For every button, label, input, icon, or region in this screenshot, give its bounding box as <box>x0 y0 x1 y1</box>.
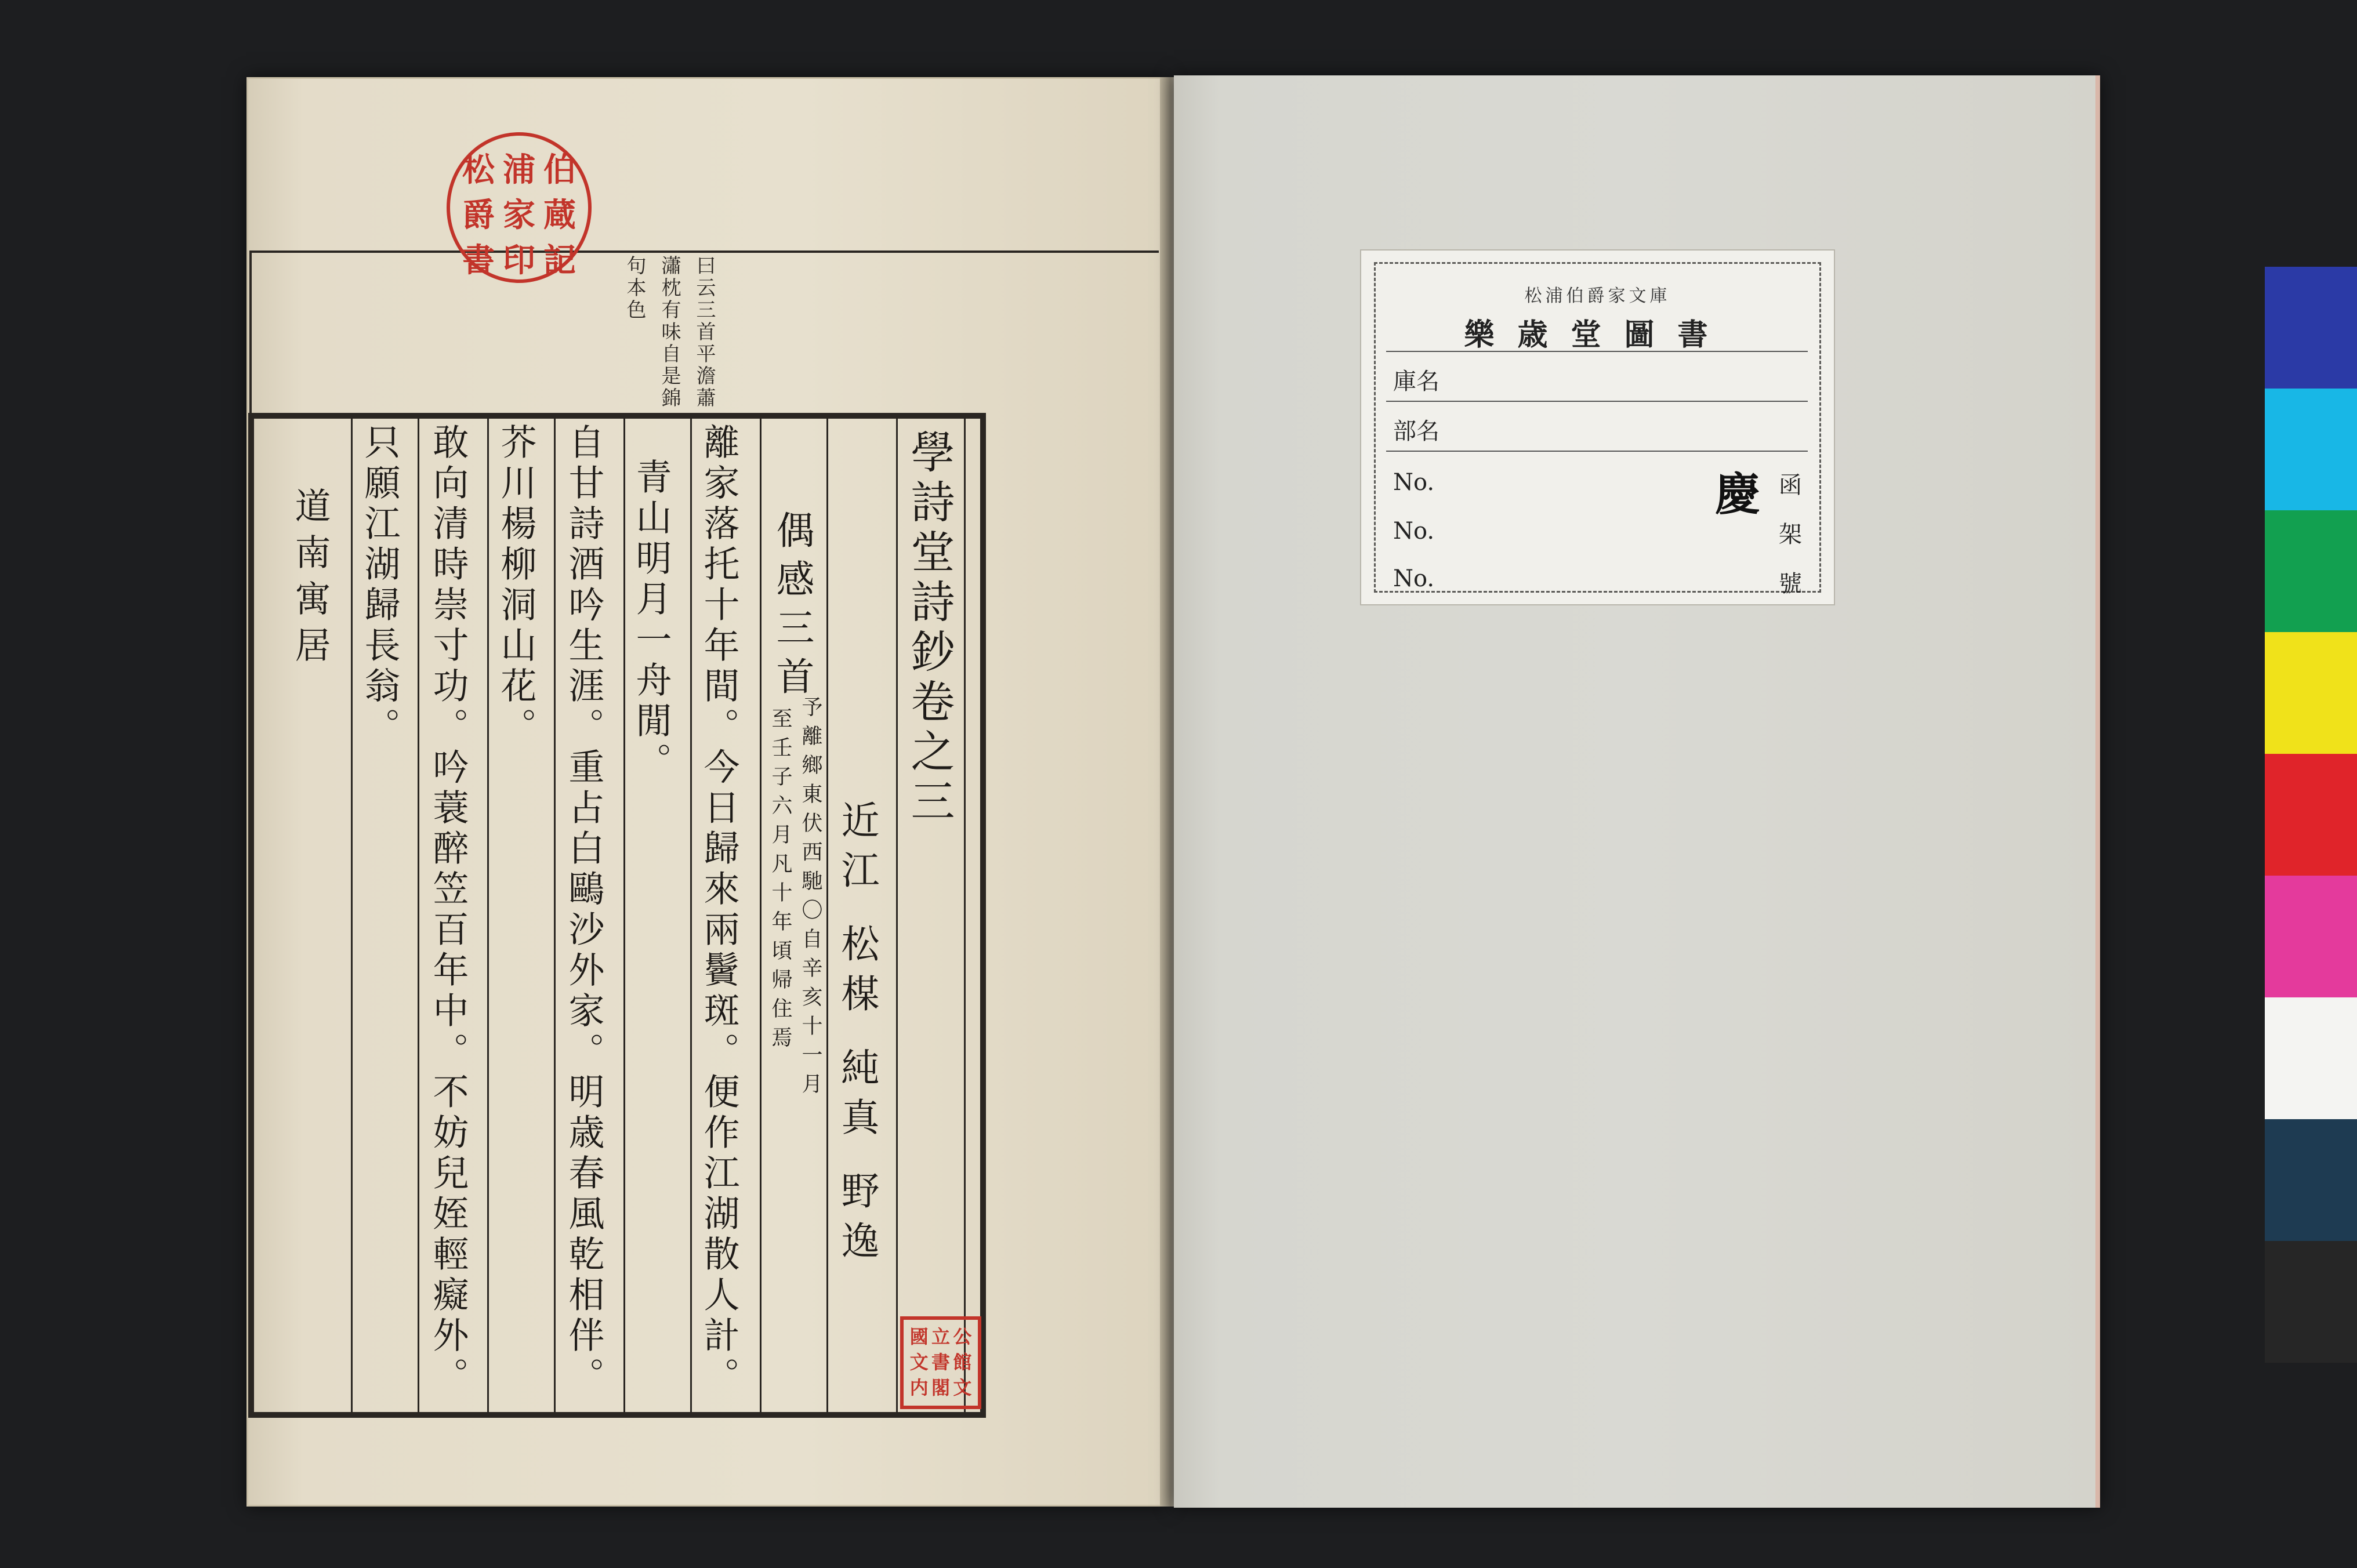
label-row-no-2: No. <box>1393 518 1435 545</box>
column-divider <box>760 413 762 1418</box>
label-organization: 松浦伯爵家文庫 <box>1524 286 1671 306</box>
label-row-kumei: 庫名 <box>1386 351 1808 402</box>
color-swatch <box>2265 997 2357 1119</box>
color-swatch <box>2265 632 2357 754</box>
library-label <box>1360 249 1835 605</box>
archive-seal-stamp: 國 立 公 文 書 館 内 閣 文 <box>900 1316 981 1409</box>
color-swatch <box>2265 1119 2357 1241</box>
poem-line: 只願江湖歸長翁。 <box>358 423 401 748</box>
poem-note: 予離鄉東伏西馳〇自辛亥十一月 <box>799 696 822 1102</box>
label-row-bumei: 部名 <box>1386 401 1808 452</box>
poem-line: 芥川楊柳洞山花。 <box>495 423 537 748</box>
color-swatch <box>2265 754 2357 876</box>
label-border <box>1374 262 1821 597</box>
poem-line: 青山明月一舟閒。 <box>630 458 672 783</box>
author-line: 近江 松楳 純真 野逸 <box>835 800 879 1271</box>
color-swatch <box>2265 389 2357 510</box>
label-mark-go: 號 <box>1779 571 1802 597</box>
headnote-3: 句本色 <box>623 255 646 321</box>
poem-note: 至壬子六月凡十年頃帰住焉 <box>768 707 792 1055</box>
color-swatch <box>2265 876 2357 997</box>
header-rule-left <box>249 251 252 413</box>
column-divider <box>554 413 556 1418</box>
column-divider <box>487 413 489 1418</box>
label-mark-ka: 架 <box>1779 521 1802 548</box>
label-mark-kan: 函 <box>1779 472 1802 499</box>
poem-title: 偶感三首 <box>770 510 814 705</box>
poem-line: 離家落托十年間。今日歸來兩鬢斑。便作江湖散人計。 <box>698 423 740 1398</box>
column-divider <box>964 413 966 1418</box>
label-title: 樂歳堂圖書 <box>1464 317 1731 353</box>
place-line: 道南寓居 <box>289 487 331 673</box>
label-row-no-3: No. <box>1393 565 1435 592</box>
headnote-1: 曰云三首平澹蕭 <box>692 255 716 409</box>
poem-line: 自甘詩酒吟生涯。重占白鷗沙外家。明歳春風乾相伴。 <box>563 423 605 1398</box>
column-divider <box>690 413 692 1418</box>
poem-line: 敢向清時崇寸功。吟蓑醉笠百年中。不妨兒姪輕癡外。 <box>427 423 469 1398</box>
book-title: 學詩堂詩鈔卷之三 <box>904 429 955 828</box>
color-swatch <box>2265 1241 2357 1363</box>
column-divider <box>418 413 419 1418</box>
color-swatch <box>2265 267 2357 389</box>
owner-seal-stamp: 松 浦 伯 爵 家 蔵 書 印 記 <box>447 132 592 283</box>
column-divider <box>826 413 828 1418</box>
headnote-2: 瀟枕有味自是錦 <box>658 255 681 409</box>
label-row-no-1: No. <box>1386 451 1808 502</box>
color-checker-strip <box>2265 267 2357 1366</box>
column-divider <box>351 413 353 1418</box>
header-rule <box>249 251 1159 253</box>
color-swatch <box>2265 510 2357 632</box>
handwritten-mark: 慶 <box>1715 468 1761 521</box>
